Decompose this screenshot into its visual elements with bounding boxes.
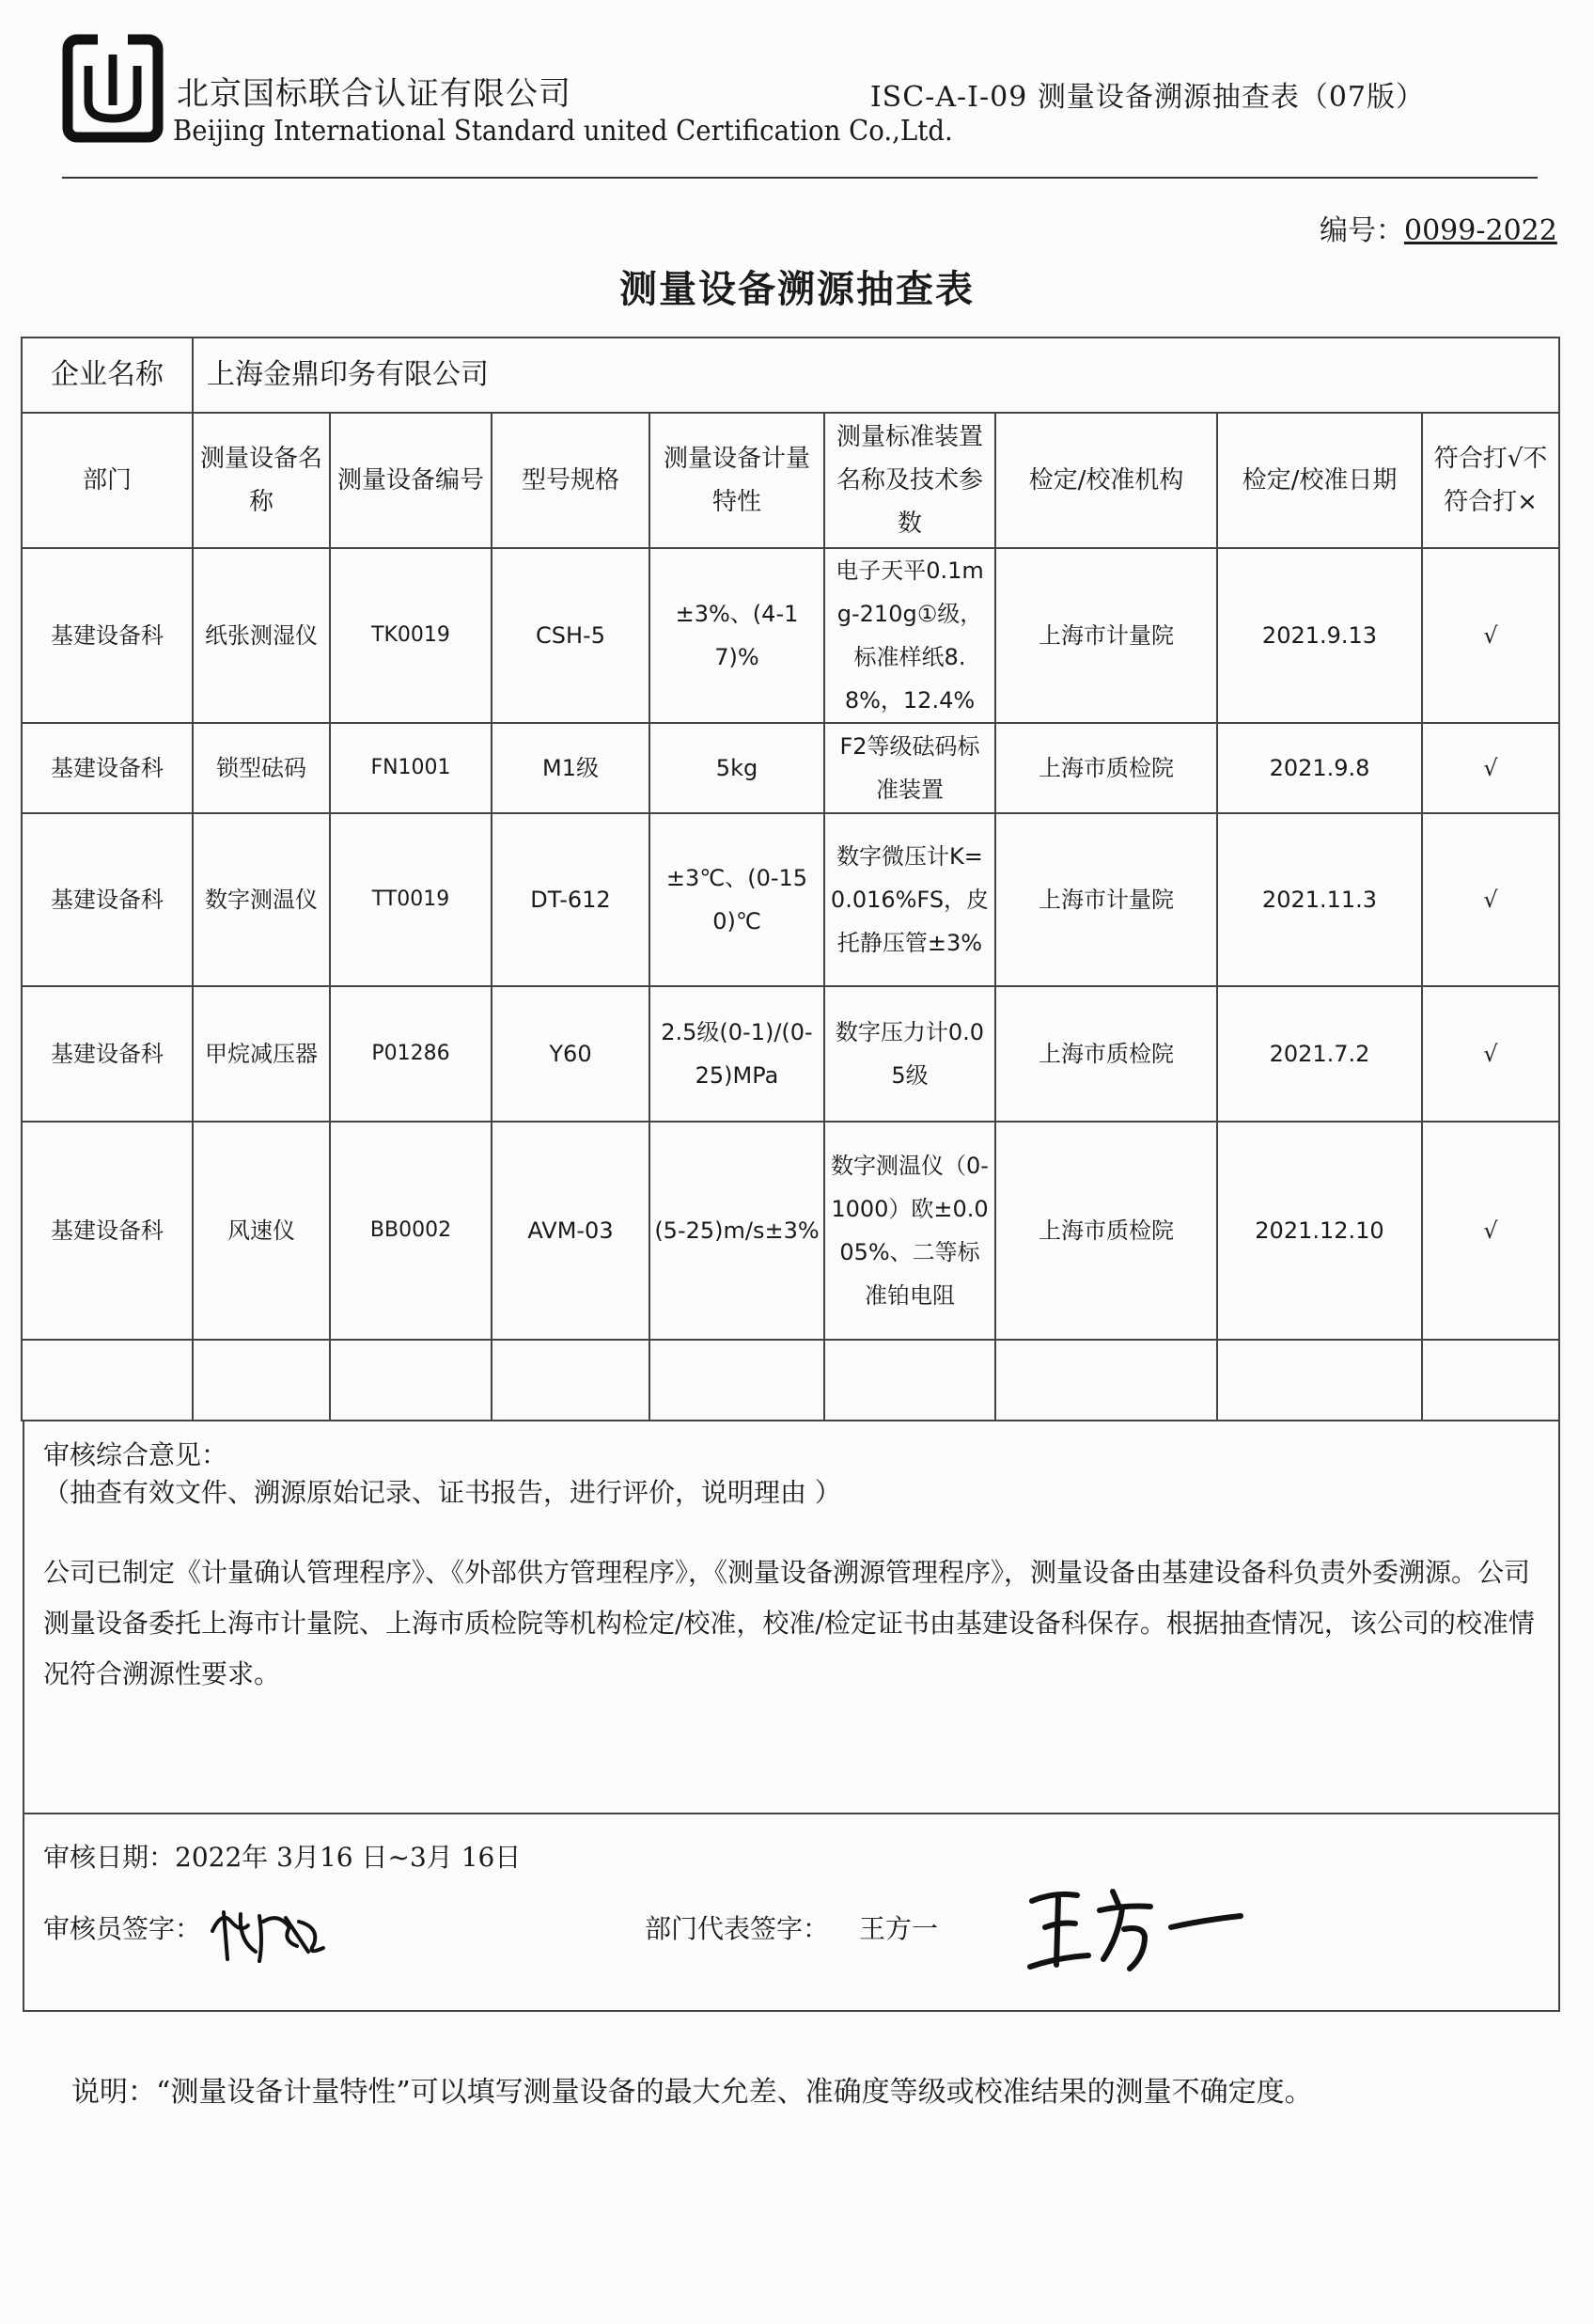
cell-model: Y60 (492, 986, 649, 1122)
cell-empty (22, 1340, 193, 1421)
letterhead (62, 28, 1538, 179)
cell-model: M1级 (492, 723, 649, 813)
table-row-empty (22, 1340, 1559, 1421)
company-logo-icon (62, 34, 164, 145)
table-row (22, 1122, 1559, 1340)
dept-rep-signature-icon (1021, 1880, 1246, 1984)
col-header-model: 型号规格 (492, 413, 649, 548)
col-header-standard: 测量标准装置名称及技术参数 (824, 413, 995, 548)
cell-metrology: ±3℃、(0-150)℃ (649, 813, 824, 986)
cell-metrology: 5kg (649, 723, 824, 813)
cell-equipment-name: 纸张测湿仪 (193, 548, 330, 723)
cell-empty (492, 1340, 649, 1421)
cell-model: AVM-03 (492, 1122, 649, 1340)
cell-standard: 数字测温仪（0-1000）欧±0.005%、二等标准铂电阻 (824, 1122, 995, 1340)
header-divider (62, 177, 1538, 179)
col-header-date: 检定/校准日期 (1217, 413, 1422, 548)
audit-date-value: 2022年 3月16 日~3月 16日 (175, 1842, 522, 1873)
cell-metrology: 2.5级(0-1)/(0-25)MPa (649, 986, 824, 1122)
cell-conformity: √ (1422, 813, 1559, 986)
cell-equipment-name: 甲烷减压器 (193, 986, 330, 1122)
cell-empty (824, 1340, 995, 1421)
col-header-conformity: 符合打√不符合打× (1422, 413, 1559, 548)
cell-empty (193, 1340, 330, 1421)
document-number-value: 0099-2022 (1404, 214, 1557, 247)
cell-conformity: √ (1422, 548, 1559, 723)
cell-empty (1217, 1340, 1422, 1421)
enterprise-name: 上海金鼎印务有限公司 (193, 338, 1559, 413)
table-header-row (22, 413, 1559, 548)
opinion-title: 审核综合意见： (43, 1439, 228, 1470)
table-row (22, 548, 1559, 723)
audit-opinion-section (23, 1420, 1560, 1814)
cell-equipment-name: 风速仪 (193, 1122, 330, 1340)
cell-conformity: √ (1422, 986, 1559, 1122)
company-name-en: Beijing International Standard united Certification Co.,Ltd. (173, 115, 953, 148)
col-header-equipment-name: 测量设备名称 (193, 413, 330, 548)
col-header-metrology: 测量设备计量特性 (649, 413, 824, 548)
audit-date-label: 审核日期： (43, 1842, 176, 1873)
cell-metrology: ±3%、(4-17)% (649, 548, 824, 723)
cell-conformity: √ (1422, 1122, 1559, 1340)
cell-department: 基建设备科 (22, 1122, 193, 1340)
cell-equipment-id: BB0002 (330, 1122, 492, 1340)
cell-date: 2021.12.10 (1217, 1122, 1422, 1340)
document-number (1320, 207, 1557, 248)
page-title: 测量设备溯源抽查表 (619, 267, 975, 311)
form-code: ISC-A-I-09 测量设备溯源抽查表（07版） (869, 81, 1425, 114)
dept-rep-name: 王方一 (859, 1913, 939, 1944)
cell-department: 基建设备科 (22, 986, 193, 1122)
cell-standard: F2等级砝码标准装置 (824, 723, 995, 813)
table-row (22, 813, 1559, 986)
cell-date: 2021.9.8 (1217, 723, 1422, 813)
table-row (22, 986, 1559, 1122)
company-name-cn: 北京国标联合认证有限公司 (177, 75, 571, 113)
cell-department: 基建设备科 (22, 723, 193, 813)
document-number-label: 编号： (1320, 214, 1404, 247)
signoff-section (23, 1813, 1560, 2012)
cell-institute: 上海市质检院 (995, 1122, 1217, 1340)
cell-metrology: (5-25)m/s±3% (649, 1122, 824, 1340)
cell-equipment-id: TK0019 (330, 548, 492, 723)
cell-model: CSH-5 (492, 548, 649, 723)
cell-empty (1422, 1340, 1559, 1421)
dept-rep-signature-label: 部门代表签字： (645, 1913, 830, 1944)
cell-institute: 上海市计量院 (995, 813, 1217, 986)
cell-empty (330, 1340, 492, 1421)
cell-empty (995, 1340, 1217, 1421)
cell-equipment-name: 锁型砝码 (193, 723, 330, 813)
enterprise-row (22, 338, 1559, 413)
cell-institute: 上海市计量院 (995, 548, 1217, 723)
col-header-institute: 检定/校准机构 (995, 413, 1217, 548)
opinion-subtitle: （抽查有效文件、溯源原始记录、证书报告，进行评价，说明理由 ） (43, 1477, 841, 1508)
cell-standard: 数字压力计0.05级 (824, 986, 995, 1122)
cell-institute: 上海市质检院 (995, 986, 1217, 1122)
cell-institute: 上海市质检院 (995, 723, 1217, 813)
audit-date (43, 1837, 521, 1875)
col-header-department: 部门 (22, 413, 193, 548)
cell-department: 基建设备科 (22, 548, 193, 723)
cell-date: 2021.11.3 (1217, 813, 1422, 986)
cell-equipment-name: 数字测温仪 (193, 813, 330, 986)
opinion-body: 公司已制定《计量确认管理程序》、《外部供方管理程序》，《测量设备溯源管理程序》，测量设备由基建设备科负责外委溯源。公司测量设备委托上海市计量院、上海市质检院等机构检定/校准，校准/检定证书由基建设备科保存。根据抽查情况，该公司的校准情况符合溯源性要求。 (43, 1557, 1535, 1689)
equipment-table (21, 337, 1560, 1421)
cell-model: DT-612 (492, 813, 649, 986)
cell-date: 2021.7.2 (1217, 986, 1422, 1122)
cell-date: 2021.9.13 (1217, 548, 1422, 723)
footnote: 说明：“测量设备计量特性”可以填写测量设备的最大允差、准确度等级或校准结果的测量不确定度。 (71, 2076, 1313, 2109)
cell-empty (649, 1340, 824, 1421)
cell-standard: 电子天平0.1mg-210g①级，标准样纸8.8%，12.4% (824, 548, 995, 723)
enterprise-label: 企业名称 (22, 338, 193, 413)
auditor-signature-label: 审核员签字： (43, 1913, 202, 1944)
cell-equipment-id: FN1001 (330, 723, 492, 813)
cell-department: 基建设备科 (22, 813, 193, 986)
cell-equipment-id: TT0019 (330, 813, 492, 986)
cell-equipment-id: P01286 (330, 986, 492, 1122)
cell-standard: 数字微压计K=0.016%FS，皮托静压管±3% (824, 813, 995, 986)
col-header-equipment-id: 测量设备编号 (330, 413, 492, 548)
cell-conformity: √ (1422, 723, 1559, 813)
table-row (22, 723, 1559, 813)
auditor-signature-icon (203, 1893, 335, 1969)
